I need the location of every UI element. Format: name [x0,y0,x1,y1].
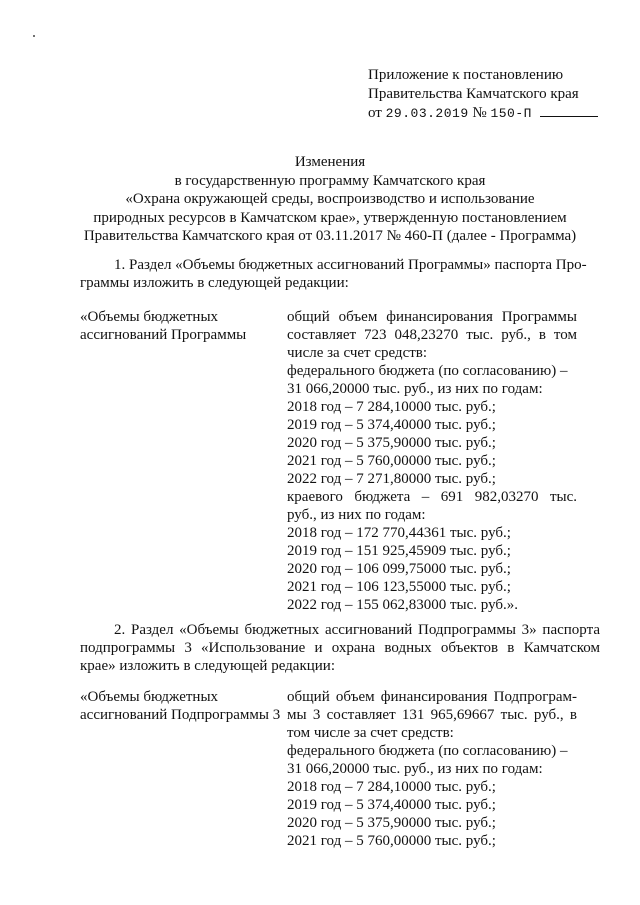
value-line: составляет 723 048,23270 тыс. руб., в том [287,327,577,343]
value-line: 31 066,20000 тыс. руб., из них по годам: [287,381,543,397]
appendix-line-1: Приложение к постановлению [368,67,564,83]
section-1-values [287,308,577,614]
value-line: 2019 год – 151 925,45909 тыс. руб.; [287,543,511,559]
value-line: 2022 год – 7 271,80000 тыс. руб.; [287,471,496,487]
title-line: в государственную программу Камчатского края [174,172,486,189]
value-line: числе за счет средств: [287,345,428,361]
title-line: «Охрана окружающей среды, воспроизводство и использование [125,191,535,207]
value-line: 2019 год – 5 374,40000 тыс. руб.; [287,797,496,813]
appendix-date-line [368,104,628,123]
value-line: 2021 год – 106 123,55000 тыс. руб.; [287,579,511,595]
scan-speck [33,35,35,37]
value-line: 2018 год – 7 284,10000 тыс. руб.; [287,399,496,415]
value-line: 2018 год – 7 284,10000 тыс. руб.; [287,779,496,795]
value-line: 2018 год – 172 770,44361 тыс. руб.; [287,525,511,541]
label-line: ассигнований Программы [80,327,247,343]
resolution-number: 150-П [490,106,532,121]
signature-fill-line [540,104,598,117]
section-1-label [80,308,275,344]
value-line: общий объем финансирования Подпрограм- [287,689,577,705]
date-prefix: от [368,105,382,121]
title-line: Правительства Камчатского края от 03.11.2017 № 460-П (далее - Программа) [83,228,577,244]
value-line: том числе за счет средств: [287,725,454,741]
value-line: федерального бюджета (по согласованию) – [287,743,568,759]
number-label: № [472,105,487,121]
value-line: краевого бюджета – 691 982,03270 тыс. [287,489,577,505]
value-line: 2019 год – 5 374,40000 тыс. руб.; [287,417,496,433]
value-line: 2022 год – 155 062,83000 тыс. руб.». [287,597,519,613]
value-line: 2020 год – 106 099,75000 тыс. руб.; [287,561,511,577]
value-line: руб., из них по годам: [287,507,426,523]
section-2-values [287,688,577,850]
title-line: природных ресурсов в Камчатском крае», утвержденную постановлением [93,209,567,226]
label-line: ассигнований Подпрограммы 3 [80,707,281,723]
section-2-label [80,688,281,724]
paragraph-line: граммы изложить в следующей редакции: [80,275,349,291]
appendix-line-2: Правительства Камчатского края [368,86,579,102]
value-line: 2020 год – 5 375,90000 тыс. руб.; [287,815,496,831]
value-line: общий объем финансирования Программы [287,309,577,325]
value-line: 2021 год – 5 760,00000 тыс. руб.; [287,453,496,469]
paragraph-line: подпрограммы 3 «Использование и охрана водных объектов в Камчатском [80,640,600,656]
document-title [80,153,580,246]
value-line: 2021 год – 5 760,00000 тыс. руб.; [287,833,496,849]
paragraph-line: 2. Раздел «Объемы бюджетных ассигнований Подпрограммы 3» паспорта [114,622,600,638]
value-line: федерального бюджета (по согласованию) – [287,363,568,379]
value-line: 2020 год – 5 375,90000 тыс. руб.; [287,435,496,451]
paragraph-line: крае» изложить в следующей редакции: [80,658,335,674]
value-line: 31 066,20000 тыс. руб., из них по годам: [287,761,543,777]
appendix-header [368,66,628,123]
section-2-paragraph [80,621,600,675]
label-line: «Объемы бюджетных [80,309,219,325]
section-1-paragraph [80,256,600,292]
value-line: мы 3 составляет 131 965,69667 тыс. руб., в [287,707,577,723]
title-line: Изменения [294,154,366,170]
label-line: «Объемы бюджетных [80,689,219,705]
resolution-date: 29.03.2019 [385,106,469,121]
paragraph-line: 1. Раздел «Объемы бюджетных ассигнований Программы» паспорта Про- [114,257,587,273]
